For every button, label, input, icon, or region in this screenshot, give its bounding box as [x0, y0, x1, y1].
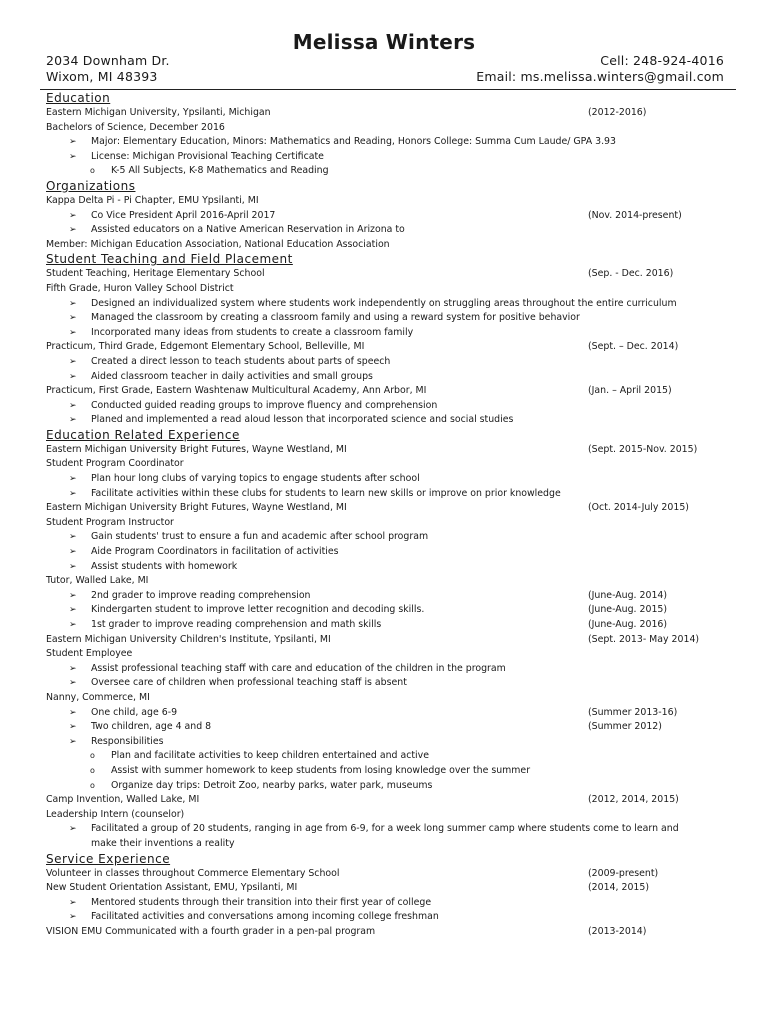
item-text: Managed the classroom by creating a classroom family and using a reward system for positive behavior: [91, 312, 580, 324]
bullet-item: [0, 618, 768, 633]
sub-bullet-item: [0, 764, 768, 779]
arrow-bullet-icon: ➢: [69, 298, 77, 309]
arrow-bullet-icon: ➢: [69, 327, 77, 338]
arrow-bullet-icon: ➢: [69, 474, 77, 485]
item-text: Fifth Grade, Huron Valley School District: [46, 282, 234, 294]
cell-phone: Cell: 248-924-4016: [600, 53, 724, 68]
section-heading: [0, 852, 768, 867]
date-range: (Sept. 2015-Nov. 2015): [588, 443, 698, 455]
item-text: Student Program Instructor: [46, 516, 174, 528]
arrow-bullet-icon: ➢: [69, 678, 77, 689]
contact-block: [476, 53, 724, 85]
arrow-bullet-icon: ➢: [69, 313, 77, 324]
bullet-item: [0, 676, 768, 691]
item-text: Student Employee: [46, 648, 133, 660]
arrow-bullet-icon: ➢: [69, 605, 77, 616]
entry-line: [0, 867, 768, 882]
arrow-bullet-icon: ➢: [69, 590, 77, 601]
entry-line: [0, 808, 768, 823]
item-text: Eastern Michigan University Children's Institute, Ypsilanti, MI: [46, 633, 331, 645]
arrow-bullet-icon: ➢: [69, 415, 77, 426]
item-text: K-5 All Subjects, K-8 Mathematics and Reading: [111, 165, 329, 177]
entry-line: [0, 194, 768, 209]
item-text: Responsibilities: [91, 735, 164, 747]
item-text: Leadership Intern (counselor): [46, 808, 185, 820]
entry-line: [0, 647, 768, 662]
arrow-bullet-icon: ➢: [69, 561, 77, 572]
item-text: Practicum, First Grade, Eastern Washtenaw Multicultural Academy, Ann Arbor, MI: [46, 385, 427, 397]
entry-line: [0, 516, 768, 531]
item-text: Eastern Michigan University, Ypsilanti, Michigan: [46, 107, 271, 118]
circle-bullet-icon: o: [90, 780, 95, 790]
sub-bullet-item: [0, 779, 768, 794]
item-text: Assist professional teaching staff with care and education of the children in the program: [91, 662, 506, 674]
arrow-bullet-icon: ➢: [69, 151, 77, 162]
date-range: (June-Aug. 2015): [588, 604, 668, 616]
address-line-1: 2034 Downham Dr.: [46, 53, 170, 68]
date-range: (June-Aug. 2014): [588, 589, 668, 601]
entry-line: [0, 267, 768, 282]
section-title: Education Related Experience: [46, 427, 240, 442]
arrow-bullet-icon: ➢: [69, 532, 77, 543]
bullet-item: [0, 735, 768, 750]
bullet-item: [0, 662, 768, 677]
bullet-item: [0, 209, 768, 224]
bullet-item: [0, 413, 768, 428]
sub-bullet-item: [0, 749, 768, 764]
bullet-item: [0, 589, 768, 604]
entry-line: [0, 282, 768, 297]
arrow-bullet-icon: ➢: [69, 897, 77, 908]
bullet-item: [0, 706, 768, 721]
item-text: Facilitated activities and conversations among incoming college freshman: [91, 911, 439, 923]
circle-bullet-icon: o: [90, 166, 95, 176]
item-text: Nanny, Commerce, MI: [46, 691, 150, 703]
item-text: Facilitated a group of 20 students, ranging in age from 6-9, for a week long summer camp where students come to learn and: [91, 823, 679, 835]
item-text: Incorporated many ideas from students to create a classroom family: [91, 326, 414, 338]
bullet-item: [0, 370, 768, 385]
arrow-bullet-icon: ➢: [69, 707, 77, 718]
date-range: (Sept. – Dec. 2014): [588, 341, 679, 353]
arrow-bullet-icon: ➢: [69, 356, 77, 367]
item-text: Facilitate activities within these clubs for students to learn new skills or improve on prior knowledge: [91, 487, 561, 499]
bullet-item: [0, 910, 768, 925]
date-range: (Summer 2012): [588, 721, 662, 733]
entry-line: [0, 340, 768, 355]
item-text: Tutor, Walled Lake, MI: [46, 575, 149, 587]
header-divider: [40, 89, 736, 90]
candidate-name: Melissa Winters: [292, 30, 476, 54]
date-range: (2012, 2014, 2015): [588, 794, 679, 806]
address-line-2: Wixom, MI 48393: [46, 69, 158, 84]
item-text: Assisted educators on a Native American Reservation in Arizona to: [91, 224, 405, 236]
date-range: (Oct. 2014-July 2015): [588, 502, 689, 514]
bullet-item: [0, 399, 768, 414]
item-text: 1st grader to improve reading comprehension and math skills: [91, 619, 382, 630]
item-text: New Student Orientation Assistant, EMU, Ypsilanti, MI: [46, 882, 298, 894]
item-text: Student Teaching, Heritage Elementary School: [46, 268, 265, 280]
date-range: (2009-present): [588, 867, 659, 879]
item-text: One child, age 6-9: [91, 706, 178, 718]
bullet-item: [0, 472, 768, 487]
arrow-bullet-icon: ➢: [69, 824, 77, 835]
entry-line: [0, 793, 768, 808]
entry-line: [0, 106, 768, 121]
arrow-bullet-icon: ➢: [69, 488, 77, 499]
item-text: Bachelors of Science, December 2016: [46, 121, 225, 133]
date-range: (2014, 2015): [588, 882, 649, 894]
item-text: Plan hour long clubs of varying topics to engage students after school: [91, 473, 420, 485]
section-title: Service Experience: [46, 851, 171, 866]
section-title: Student Teaching and Field Placement: [46, 252, 293, 267]
item-text: Member: Michigan Education Association, National Education Association: [46, 238, 390, 250]
bullet-item: [0, 487, 768, 502]
bullet-item: [0, 603, 768, 618]
address-block: [46, 53, 170, 85]
circle-bullet-icon: o: [90, 765, 95, 775]
entry-line: [0, 925, 768, 940]
entry-line: [0, 457, 768, 472]
bullet-item: [0, 822, 768, 837]
entry-line: [0, 574, 768, 589]
section-heading: [0, 428, 768, 443]
email-address: Email: ms.melissa.winters@gmail.com: [476, 69, 724, 84]
arrow-bullet-icon: ➢: [69, 722, 77, 733]
item-text: 2nd grader to improve reading comprehension: [91, 589, 311, 601]
item-text: Organize day trips: Detroit Zoo, nearby parks, water park, museums: [111, 779, 433, 791]
entry-line: [0, 881, 768, 896]
bullet-item: [0, 135, 768, 150]
item-text: Two children, age 4 and 8: [91, 721, 212, 733]
item-text: Gain students' trust to ensure a fun and academic after school program: [91, 531, 429, 543]
bullet-item: [0, 720, 768, 735]
circle-bullet-icon: o: [90, 751, 95, 761]
entry-line: [0, 238, 768, 253]
item-text: Aided classroom teacher in daily activities and small groups: [91, 370, 373, 382]
item-text: Practicum, Third Grade, Edgemont Elementary School, Belleville, MI: [46, 341, 365, 353]
section-heading: [0, 252, 768, 267]
section-title: Organizations: [46, 178, 136, 193]
item-text: Oversee care of children when professional teaching staff is absent: [91, 677, 407, 689]
bullet-item: [0, 545, 768, 560]
date-range: (June-Aug. 2016): [588, 619, 668, 630]
item-text: Designed an individualized system where students work independently on struggling areas throughout the entire curriculum: [91, 297, 677, 309]
arrow-bullet-icon: ➢: [69, 371, 77, 382]
item-text: Kappa Delta Pi - Pi Chapter, EMU Ypsilanti, MI: [46, 194, 259, 206]
bullet-item: [0, 355, 768, 370]
date-range: (Nov. 2014-present): [588, 209, 682, 221]
entry-line: [0, 501, 768, 516]
item-text: Created a direct lesson to teach students about parts of speech: [91, 355, 391, 367]
bullet-item: [0, 150, 768, 165]
item-text: Eastern Michigan University Bright Futures, Wayne Westland, MI: [46, 502, 347, 514]
item-text: make their inventions a reality: [91, 837, 235, 849]
item-text: Volunteer in classes throughout Commerce Elementary School: [46, 867, 340, 879]
bullet-item: [0, 560, 768, 575]
section-title: Education: [46, 91, 111, 105]
sub-bullet-item: [0, 164, 768, 179]
resume-body: [0, 91, 768, 939]
date-range: (Jan. – April 2015): [588, 385, 672, 397]
arrow-bullet-icon: ➢: [69, 400, 77, 411]
item-text: Major: Elementary Education, Minors: Mathematics and Reading, Honors College: Summa Cum Laude/ GPA 3.93: [91, 136, 616, 148]
section-heading: [0, 91, 768, 106]
item-text: Aide Program Coordinators in facilitation of activities: [91, 546, 339, 558]
date-range: (Summer 2013-16): [588, 706, 678, 718]
bullet-item: [0, 896, 768, 911]
bullet-item: [0, 223, 768, 238]
arrow-bullet-icon: ➢: [69, 547, 77, 558]
arrow-bullet-icon: ➢: [69, 912, 77, 923]
arrow-bullet-icon: ➢: [69, 225, 77, 236]
bullet-continuation: [0, 837, 768, 852]
entry-line: [0, 443, 768, 458]
arrow-bullet-icon: ➢: [69, 210, 77, 221]
item-text: Assist with summer homework to keep students from losing knowledge over the summer: [111, 764, 531, 776]
arrow-bullet-icon: ➢: [69, 620, 77, 630]
bullet-item: [0, 530, 768, 545]
item-text: License: Michigan Provisional Teaching Certificate: [91, 150, 324, 162]
item-text: Assist students with homework: [91, 560, 238, 572]
item-text: Planed and implemented a read aloud lesson that incorporated science and social studies: [91, 414, 514, 426]
date-range: (2012-2016): [588, 107, 647, 118]
entry-line: [0, 384, 768, 399]
date-range: (Sep. - Dec. 2016): [588, 268, 674, 280]
entry-line: [0, 691, 768, 706]
item-text: Mentored students through their transition into their first year of college: [91, 896, 432, 908]
item-text: VISION EMU Communicated with a fourth grader in a pen-pal program: [46, 925, 376, 937]
bullet-item: [0, 297, 768, 312]
bullet-item: [0, 311, 768, 326]
entry-line: [0, 121, 768, 136]
item-text: Camp Invention, Walled Lake, MI: [46, 794, 200, 806]
date-range: (2013-2014): [588, 925, 647, 937]
bullet-item: [0, 326, 768, 341]
item-text: Student Program Coordinator: [46, 458, 184, 470]
arrow-bullet-icon: ➢: [69, 137, 77, 148]
item-text: Eastern Michigan University Bright Futures, Wayne Westland, MI: [46, 443, 347, 455]
item-text: Plan and facilitate activities to keep children entertained and active: [111, 750, 429, 762]
entry-line: [0, 633, 768, 648]
item-text: Co Vice President April 2016-April 2017: [91, 209, 276, 221]
item-text: Conducted guided reading groups to improve fluency and comprehension: [91, 399, 438, 411]
section-heading: [0, 179, 768, 194]
item-text: Kindergarten student to improve letter recognition and decoding skills.: [91, 604, 425, 616]
arrow-bullet-icon: ➢: [69, 663, 77, 674]
arrow-bullet-icon: ➢: [69, 736, 77, 747]
date-range: (Sept. 2013- May 2014): [588, 633, 700, 645]
